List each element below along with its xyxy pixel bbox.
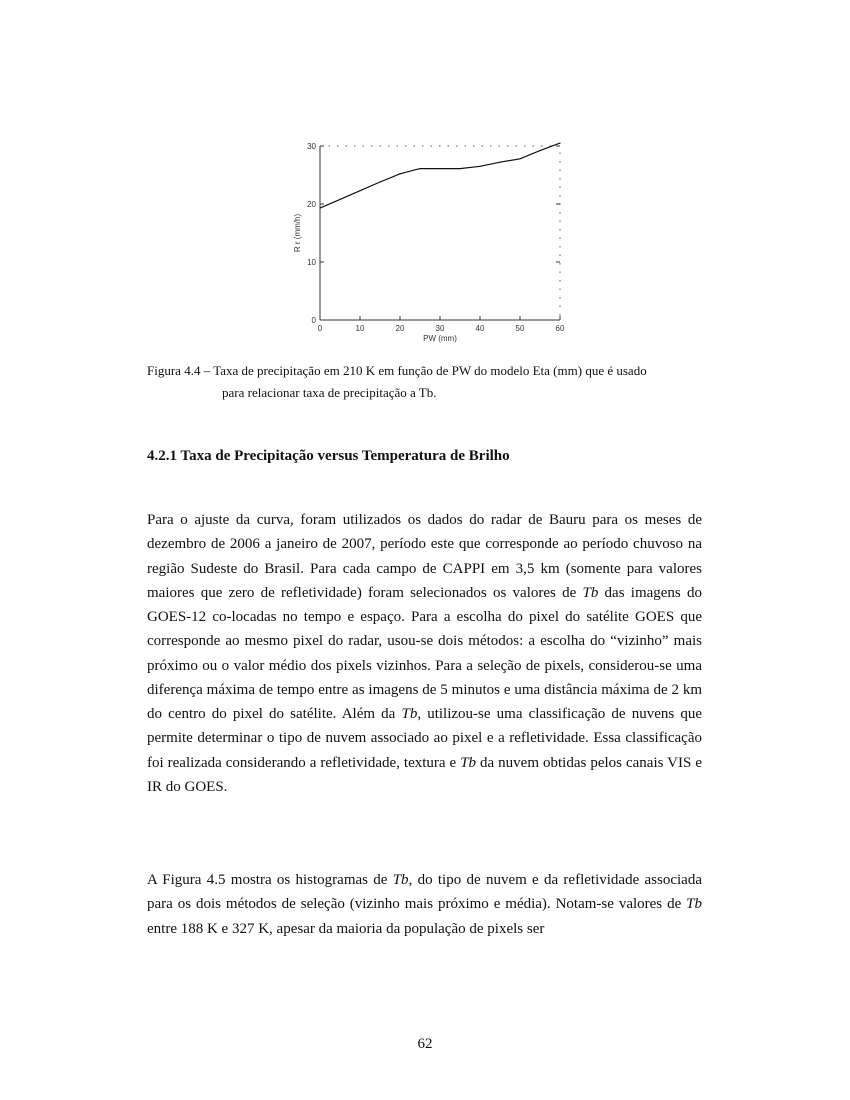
data-point	[379, 181, 380, 182]
section-heading: 4.2.1 Taxa de Precipitação versus Temperatura de Brilho	[147, 448, 510, 464]
variable-tb: Tb	[582, 584, 599, 601]
data-point	[419, 168, 420, 169]
y-tick-label: 0	[311, 316, 316, 325]
figure-caption	[147, 360, 707, 404]
variable-tb: Tb	[401, 706, 418, 722]
plot-frame	[320, 146, 560, 320]
data-point	[319, 207, 320, 208]
data-point	[539, 150, 540, 151]
paragraph-text: Para o ajuste da curva, foram utilizados os dados do radar de Bauru para os meses de dezembro de 2006 a janeiro de 2007, período este que corresponde ao período chuvoso na região Sudeste do Brasil. Para cada campo de CAPPI em 3,5 km (somente para valores maiores que zero de refletividade) foram selecionados os valores de Tb das imagens do GOES-12 co-locadas no tempo e espaço. Para a escolha do pixel do satélite GOES que corresponde ao mesmo pixel do radar, usou-se dois métodos: a escolha do “vizinho” mais próximo ou o valor médio dos pixels vizinhos. Para a seleção de pixels, considerou-se uma diferença máxima de tempo entre as imagens de 5 minutos e uma distância máxima de 2 km do centro do pixel do satélite. Além da Tb, utilizou-se uma classificação de nuvens que permite determinar o tipo de nuvem associado ao pixel e a refletividade. Essa classificação foi realizada considerando a refletividade, textura e Tb da nuvem obtidas pelos canais VIS e IR do GOES.	[147, 512, 703, 795]
page-number: 62	[417, 1036, 433, 1052]
x-tick-label: 40	[475, 324, 485, 333]
precipitation-chart	[280, 138, 580, 348]
y-tick-label: 30	[307, 142, 316, 151]
x-tick-label: 10	[355, 324, 365, 333]
paragraph-text: A Figura 4.5 mostra os histogramas de Tb, do tipo de nuvem e da refletividade associada para os dois métodos de seleção (vizinho mais próximo e média). Notam-se valores de Tb entre 188 K e 327 K, apesar da maioria da população de pixels ser	[147, 872, 702, 937]
data-point	[359, 190, 360, 191]
data-point	[479, 166, 480, 167]
data-point	[499, 162, 500, 163]
data-point	[399, 173, 400, 174]
variable-tb: Tb	[686, 896, 702, 913]
variable-tb: Tb	[460, 754, 477, 771]
x-axis-label: PW (mm)	[423, 334, 457, 343]
data-point	[519, 158, 520, 159]
data-point	[339, 199, 340, 200]
data-point	[459, 168, 460, 169]
series-line	[320, 143, 560, 208]
caption-line-1: Figura 4.4 – Taxa de precipitação em 210 K em função de PW do modelo Eta (mm) que é usado	[147, 363, 647, 378]
y-axis-label: R r (mm/h)	[293, 213, 302, 253]
x-tick-label: 50	[515, 324, 525, 333]
paragraph-2	[147, 868, 702, 941]
x-tick-label: 30	[435, 324, 445, 333]
y-tick-label: 10	[307, 258, 316, 267]
variable-tb: Tb	[392, 872, 409, 888]
x-tick-label: 20	[395, 324, 405, 333]
x-tick-label: 60	[555, 324, 565, 333]
x-tick-label: 0	[317, 324, 323, 333]
paragraph-1	[147, 508, 702, 799]
y-tick-label: 20	[307, 200, 316, 209]
data-point	[439, 168, 440, 169]
data-point	[559, 143, 560, 144]
caption-line-2: para relacionar taxa de precipitação a Tb.	[222, 385, 437, 400]
